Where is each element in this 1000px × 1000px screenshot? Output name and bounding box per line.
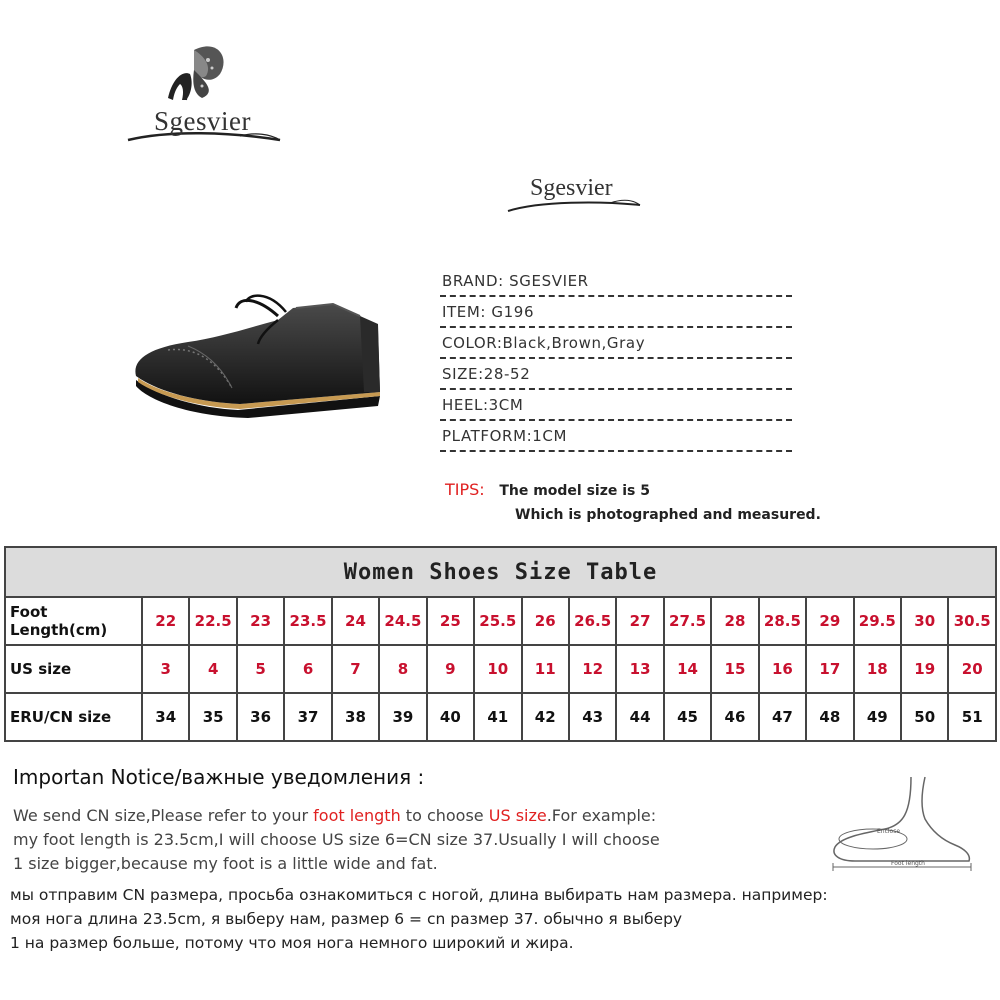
notice-en-line-2: my foot length is 23.5cm,I will choose US size 6=CN size 37.Usually I will choose bbox=[13, 830, 660, 849]
size-row-label: US size bbox=[5, 645, 142, 693]
size-cell: 27.5 bbox=[664, 597, 711, 645]
size-cell: 19 bbox=[901, 645, 948, 693]
size-row-label: ERU/CN size bbox=[5, 693, 142, 741]
size-cell: 25.5 bbox=[474, 597, 521, 645]
size-cell: 24.5 bbox=[379, 597, 426, 645]
notice-highlight-foot-length: foot length bbox=[313, 806, 401, 825]
brand-wordmark: Sgesvier bbox=[154, 106, 251, 136]
size-cell: 49 bbox=[854, 693, 901, 741]
size-cell: 39 bbox=[379, 693, 426, 741]
size-cell: 47 bbox=[759, 693, 806, 741]
size-cell: 20 bbox=[948, 645, 996, 693]
size-cell: 8 bbox=[379, 645, 426, 693]
size-cell: 16 bbox=[759, 645, 806, 693]
size-cell: 29 bbox=[806, 597, 853, 645]
size-cell: 30.5 bbox=[948, 597, 996, 645]
size-cell: 35 bbox=[189, 693, 236, 741]
size-cell: 25 bbox=[427, 597, 474, 645]
notice-en-text: We send CN size,Please refer to your bbox=[13, 806, 314, 825]
size-cell: 23.5 bbox=[284, 597, 331, 645]
size-cell: 51 bbox=[948, 693, 996, 741]
notice-ru-line-2: моя нога длина 23.5cm, я выберу нам, размер 6 = cn размер 37. обычно я выберу bbox=[10, 910, 683, 928]
tips-label: TIPS: bbox=[445, 480, 485, 499]
tips-line-2: Which is photographed and measured. bbox=[515, 507, 821, 523]
size-cell: 30 bbox=[901, 597, 948, 645]
size-cell: 12 bbox=[569, 645, 616, 693]
size-cell: 36 bbox=[237, 693, 284, 741]
size-cell: 10 bbox=[474, 645, 521, 693]
spec-list bbox=[440, 266, 792, 452]
size-cell: 13 bbox=[616, 645, 663, 693]
notice-ru-line-1: мы отправим CN размера, просьба ознакомиться с ногой, длина выбирать нам размера. например: bbox=[10, 886, 828, 904]
size-cell: 38 bbox=[332, 693, 379, 741]
size-cell: 24 bbox=[332, 597, 379, 645]
brand-logo-secondary bbox=[500, 165, 650, 225]
size-cell: 50 bbox=[901, 693, 948, 741]
size-table-row bbox=[5, 597, 996, 645]
size-table-row bbox=[5, 693, 996, 741]
size-cell: 26.5 bbox=[569, 597, 616, 645]
notice-ru-line-3: 1 на размер больше, потому что моя нога немного широкий и жира. bbox=[10, 934, 574, 952]
spec-platform: PLATFORM:1CM bbox=[440, 421, 792, 452]
size-cell: 23 bbox=[237, 597, 284, 645]
spec-color: COLOR:Black,Brown,Gray bbox=[440, 328, 792, 359]
foot-icon bbox=[825, 775, 985, 875]
spec-item: ITEM: G196 bbox=[440, 297, 792, 328]
size-table-row bbox=[5, 645, 996, 693]
size-cell: 34 bbox=[142, 693, 189, 741]
product-photo bbox=[128, 268, 396, 446]
enclose-label: Enclose bbox=[877, 828, 901, 835]
size-cell: 5 bbox=[237, 645, 284, 693]
size-cell: 11 bbox=[522, 645, 569, 693]
size-cell: 41 bbox=[474, 693, 521, 741]
size-table-title: Women Shoes Size Table bbox=[5, 547, 996, 597]
notice-en-text: .For example: bbox=[546, 806, 657, 825]
notice-heading: Importan Notice/важные уведомления : bbox=[13, 765, 425, 789]
size-cell: 4 bbox=[189, 645, 236, 693]
heel-butterfly-icon bbox=[120, 40, 290, 160]
shoe-image bbox=[128, 268, 396, 446]
foot-measure-diagram bbox=[825, 775, 985, 875]
size-table bbox=[4, 546, 997, 742]
size-cell: 43 bbox=[569, 693, 616, 741]
size-cell: 7 bbox=[332, 645, 379, 693]
size-cell: 29.5 bbox=[854, 597, 901, 645]
foot-length-label: Foot length bbox=[891, 860, 925, 867]
size-cell: 3 bbox=[142, 645, 189, 693]
size-cell: 18 bbox=[854, 645, 901, 693]
size-row-label: Foot Length(cm) bbox=[5, 597, 142, 645]
size-cell: 15 bbox=[711, 645, 758, 693]
size-cell: 27 bbox=[616, 597, 663, 645]
notice-english bbox=[13, 804, 793, 876]
notice-en-text: to choose bbox=[400, 806, 489, 825]
tips bbox=[445, 478, 821, 527]
brand-wordmark-secondary: Sgesvier bbox=[530, 175, 613, 201]
spec-size: SIZE:28-52 bbox=[440, 359, 792, 390]
spec-brand: BRAND: SGESVIER bbox=[440, 266, 792, 297]
tips-line-1: The model size is 5 bbox=[499, 483, 650, 499]
size-cell: 22.5 bbox=[189, 597, 236, 645]
size-cell: 17 bbox=[806, 645, 853, 693]
size-cell: 48 bbox=[806, 693, 853, 741]
size-cell: 28 bbox=[711, 597, 758, 645]
size-cell: 37 bbox=[284, 693, 331, 741]
size-cell: 9 bbox=[427, 645, 474, 693]
notice-highlight-us-size: US size bbox=[488, 806, 547, 825]
size-cell: 45 bbox=[664, 693, 711, 741]
size-cell: 42 bbox=[522, 693, 569, 741]
notice-russian bbox=[10, 883, 995, 955]
size-cell: 46 bbox=[711, 693, 758, 741]
size-cell: 6 bbox=[284, 645, 331, 693]
spec-heel: HEEL:3CM bbox=[440, 390, 792, 421]
size-cell: 14 bbox=[664, 645, 711, 693]
notice-en-line-3: 1 size bigger,because my foot is a little wide and fat. bbox=[13, 854, 438, 873]
size-cell: 22 bbox=[142, 597, 189, 645]
size-cell: 40 bbox=[427, 693, 474, 741]
size-cell: 26 bbox=[522, 597, 569, 645]
brand-logo bbox=[120, 40, 290, 160]
size-cell: 28.5 bbox=[759, 597, 806, 645]
size-cell: 44 bbox=[616, 693, 663, 741]
